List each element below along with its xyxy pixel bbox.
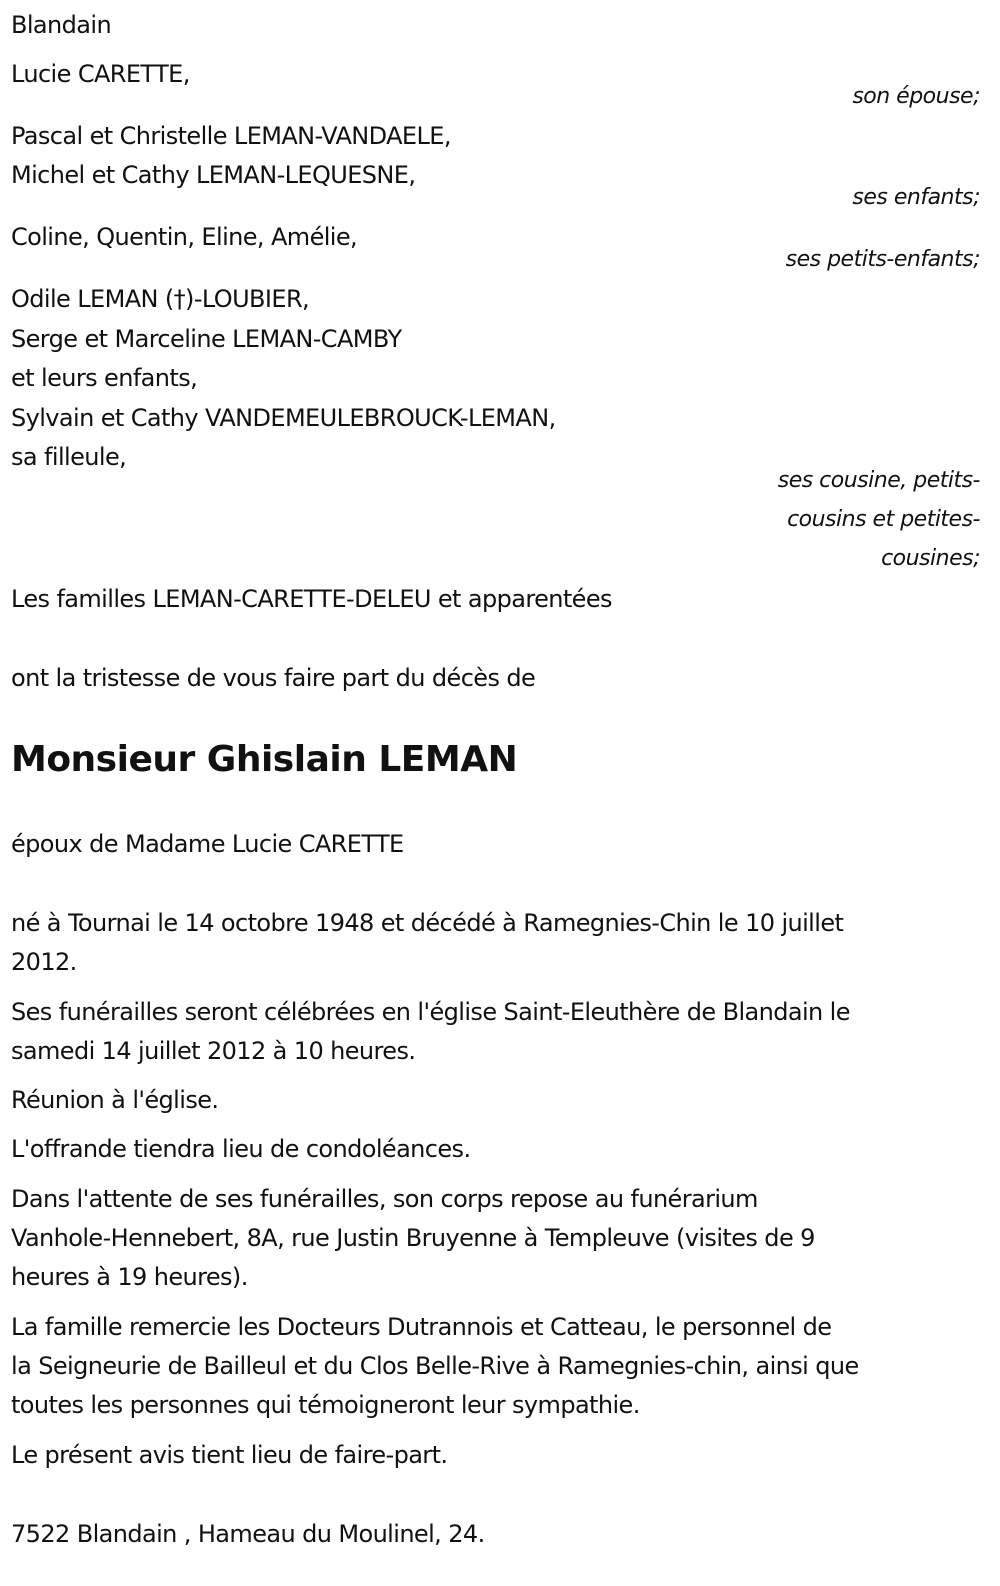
spouse-line: époux de Madame Lucie CARETTE: [11, 830, 404, 858]
meeting-line: Réunion à l'église.: [11, 1086, 219, 1114]
family-line: Les familles LEMAN-CARETTE-DELEU et apparentées: [11, 585, 612, 613]
family-line: Odile LEMAN (†)-LOUBIER,: [11, 285, 310, 313]
relation-label: ses cousine, petits-: [777, 468, 980, 493]
relation-label: ses enfants;: [852, 185, 980, 210]
address-line: 7522 Blandain , Hameau du Moulinel, 24.: [11, 1520, 485, 1548]
relation-label: cousins et petites-: [787, 507, 980, 532]
relation-label: ses petits-enfants;: [785, 247, 980, 272]
thanks-line: La famille remercie les Docteurs Dutrannois et Catteau, le personnel de: [11, 1313, 832, 1341]
relation-label: son épouse;: [852, 84, 980, 109]
birth-death-line: 2012.: [11, 948, 77, 976]
family-line: et leurs enfants,: [11, 364, 198, 392]
family-line: Lucie CARETTE,: [11, 60, 190, 88]
funeral-line: samedi 14 juillet 2012 à 10 heures.: [11, 1037, 416, 1065]
family-line: Pascal et Christelle LEMAN-VANDAELE,: [11, 122, 451, 150]
family-line: sa filleule,: [11, 443, 127, 471]
deceased-name: Monsieur Ghislain LEMAN: [11, 739, 518, 780]
location-heading: Blandain: [11, 11, 112, 39]
funerarium-line: heures à 19 heures).: [11, 1263, 248, 1291]
family-line: Michel et Cathy LEMAN-LEQUESNE,: [11, 161, 416, 189]
thanks-line: la Seigneurie de Bailleul et du Clos Belle-Rive à Ramegnies-chin, ainsi que: [11, 1352, 859, 1380]
thanks-line: toutes les personnes qui témoigneront leur sympathie.: [11, 1391, 640, 1419]
relation-label: cousines;: [881, 546, 980, 571]
announcement-text: ont la tristesse de vous faire part du décès de: [11, 664, 536, 692]
family-line: Sylvain et Cathy VANDEMEULEBROUCK-LEMAN,: [11, 404, 556, 432]
funerarium-line: Vanhole-Hennebert, 8A, rue Justin Bruyenne à Templeuve (visites de 9: [11, 1224, 815, 1252]
birth-death-line: né à Tournai le 14 octobre 1948 et décédé à Ramegnies-Chin le 10 juillet: [11, 909, 844, 937]
notice-line: Le présent avis tient lieu de faire-part.: [11, 1441, 448, 1469]
family-line: Serge et Marceline LEMAN-CAMBY: [11, 325, 402, 353]
family-line: Coline, Quentin, Eline, Amélie,: [11, 223, 358, 251]
offering-line: L'offrande tiendra lieu de condoléances.: [11, 1135, 471, 1163]
funeral-line: Ses funérailles seront célébrées en l'église Saint-Eleuthère de Blandain le: [11, 998, 850, 1026]
funerarium-line: Dans l'attente de ses funérailles, son corps repose au funérarium: [11, 1185, 758, 1213]
